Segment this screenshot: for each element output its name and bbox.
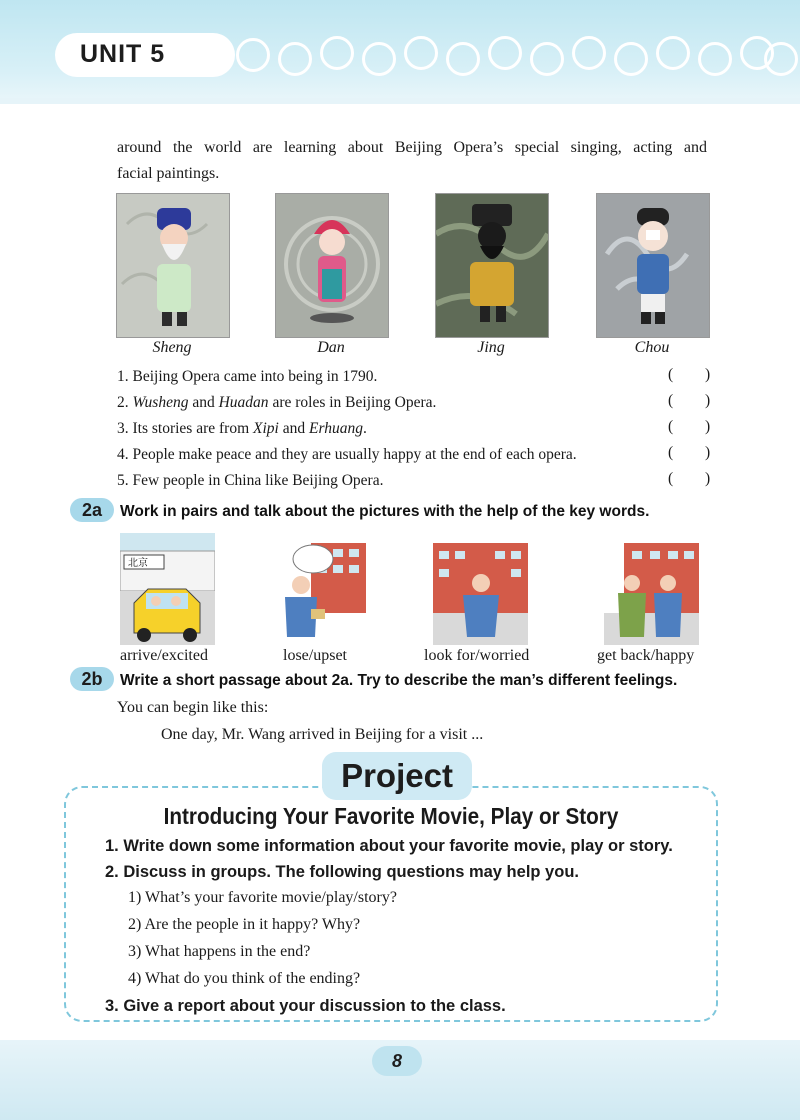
page-number: 8 — [391, 1051, 402, 1071]
answer-blank-3[interactable]: ( ) — [668, 418, 725, 435]
picture-get-back — [604, 533, 699, 645]
dan-image — [275, 193, 389, 338]
project-question-2: 2) Are the people in it happy? Why? — [128, 916, 361, 933]
statement-term: Huadan — [218, 394, 269, 411]
project-question-3: 3) What happens in the end? — [128, 943, 311, 960]
task-2a-instruction: Work in pairs and talk about the pictures with the help of the key words. — [120, 503, 650, 520]
statement-number: 2. — [117, 394, 129, 411]
statement-term: Xipi — [253, 420, 279, 437]
example-sentence: One day, Mr. Wang arrived in Beijing for a visit ... — [161, 726, 484, 743]
statement-text: Its stories are from — [128, 420, 254, 437]
statement-number: 5. — [117, 472, 129, 489]
caption-dan: Dan — [317, 339, 345, 356]
statement-number: 1. — [117, 368, 129, 385]
header-divider — [0, 98, 800, 104]
picture-look-for — [433, 533, 528, 645]
caption-chou: Chou — [634, 339, 670, 356]
picture-lose — [271, 533, 366, 645]
reading-line-1: around the world are learning about Beijing Opera’s special singing, acting and — [117, 139, 707, 156]
caption-arrive: arrive/excited — [120, 647, 208, 664]
picture-sign-text: 北京 — [128, 558, 148, 569]
answer-blank-2[interactable]: ( ) — [668, 392, 725, 409]
task-tag-2b: 2b — [70, 667, 114, 691]
task-tag-2a: 2a — [70, 498, 114, 522]
answer-blank-1[interactable]: ( ) — [668, 366, 725, 383]
caption-look-for: look for/worried — [424, 647, 530, 664]
statement-number: 4. — [117, 446, 129, 463]
project-subtitle: Introducing Your Favorite Movie, Play or Story — [163, 803, 619, 829]
statement-3 — [117, 418, 647, 440]
chou-image — [596, 193, 710, 338]
project-item-3: 3. Give a report about your discussion to the class. — [105, 997, 506, 1015]
statement-term: Erhuang — [309, 420, 363, 437]
statement-text: Beijing Opera came into being in 1790. — [128, 368, 378, 385]
jing-image — [435, 193, 549, 338]
reading-line-2: facial paintings. — [117, 165, 220, 182]
statement-text: Few people in China like Beijing Opera. — [128, 472, 384, 489]
statement-5 — [117, 470, 647, 492]
statement-4 — [117, 444, 647, 466]
statement-text: . — [363, 420, 367, 437]
statement-2 — [117, 392, 647, 414]
project-item-1: 1. Write down some information about your favorite movie, play or story. — [105, 837, 673, 855]
caption-jing: Jing — [477, 339, 505, 356]
project-question-1: 1) What’s your favorite movie/play/story? — [128, 889, 397, 906]
project-title: Project — [341, 757, 453, 794]
answer-blank-4[interactable]: ( ) — [668, 444, 725, 461]
caption-get-back: get back/happy — [597, 647, 695, 664]
statement-text: and — [278, 420, 310, 437]
task-2b-instruction: Write a short passage about 2a. Try to describe the man’s different feelings. — [120, 672, 678, 689]
statement-number: 3. — [117, 420, 129, 437]
statement-1 — [117, 366, 647, 388]
statement-text: and — [188, 394, 219, 411]
statement-text: are roles in Beijing Opera. — [268, 394, 437, 411]
statement-text: People make peace and they are usually happy at the end of each opera. — [128, 446, 577, 463]
project-question-4: 4) What do you think of the ending? — [128, 970, 361, 987]
unit-label: UNIT 5 — [80, 40, 166, 68]
project-item-2: 2. Discuss in groups. The following questions may help you. — [105, 863, 579, 881]
begin-hint: You can begin like this: — [117, 699, 269, 716]
answer-blank-5[interactable]: ( ) — [668, 470, 725, 487]
statement-term: Wusheng — [132, 394, 189, 411]
caption-lose: lose/upset — [283, 647, 347, 664]
sheng-image — [116, 193, 230, 338]
caption-sheng: Sheng — [152, 339, 192, 356]
picture-arrive — [120, 533, 215, 645]
